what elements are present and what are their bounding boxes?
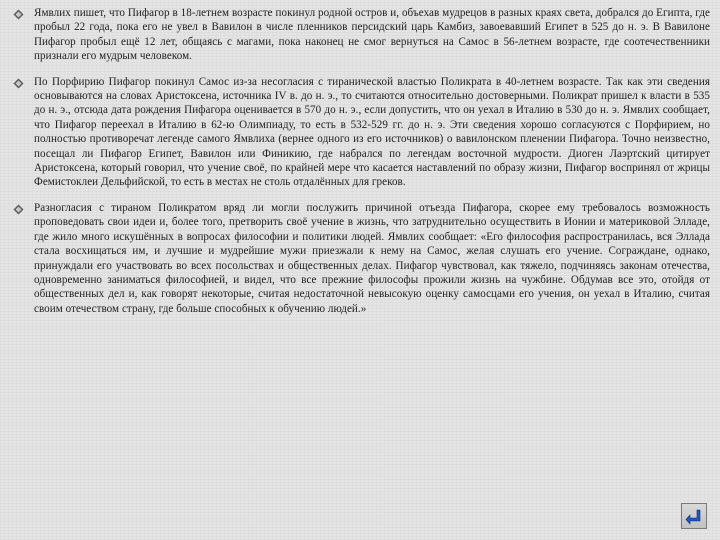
diamond-bullet-icon — [13, 78, 24, 89]
back-nav-button[interactable] — [681, 503, 707, 529]
bullet-item — [8, 6, 710, 64]
slide-content — [8, 6, 710, 327]
back-arrow-icon — [685, 507, 703, 525]
diamond-bullet-icon — [13, 9, 24, 20]
bullet-text: По Порфирию Пифагор покинул Самос из-за несогласия с тиранической властью Поликрата в 40-летнем возрасте. Так как эти сведения основываются на словах Аристоксена, источника IV в. до н. э., то считаются относительно достоверными. Поликрат пришел к власти в 535 до н. э., отсюда дата рождения Пифагора оценивается в 570 до н. э., если допустить, что он уехал в Италию в 530 до н. э. Ямвлих сообщает, что Пифагор переехал в Италию в 62-ю Олимпиаду, то есть в 532-529 гг. до н. э. Эти сведения хорошо согласуются с Порфирием, но полностью противоречат легенде самого Ямвлиха (вернее одного из его источников) о вавилонском пленении Пифагора. Точно неизвестно, посещал ли Пифагор Египет, Вавилон или Финикию, где набрался по легендам восточной мудрости. Диоген Лаэртский цитирует Аристоксена, который говорил, что учение своё, по крайней мере что касается наставлений по образу жизни, Пифагор воспринял от жрицы Фемистоклеи Дельфийской, то есть в местах не столь отдалённых для греков. — [34, 75, 710, 189]
bullet-item — [8, 75, 710, 190]
bullet-text: Ямвлих пишет, что Пифагор в 18-летнем возрасте покинул родной остров и, объехав мудрецов в разных краях света, добрался до Египта, где пробыл 22 года, пока его не увел в Вавилон в числе пленников персидский царь Камбиз, завоевавший Египет в 525 до н. э. В Вавилоне Пифагор пробыл ещё 12 лет, общаясь с магами, пока наконец не смог вернуться на Самос в 56-летнем возрасте, где соотечественники признали его мудрым человеком. — [34, 7, 710, 63]
bullet-item — [8, 201, 710, 316]
bullet-text: Разногласия с тираном Поликратом вряд ли могли послужить причиной отъезда Пифагора, скорее ему требовалось возможность проповедовать свои идеи и, более того, претворить своё учение в жизнь, что затруднительно осуществить в Ионии и материковой Элладе, где жило много искушённых в вопросах философии и политики людей. Ямвлих сообщает: «Его философия распространилась, вся Эллада стала восхищаться им, и лучшие и мудрейшие мужи приезжали к нему на Самос, желая слушать его учение. Сограждане, однако, принуждали его участвовать во всех посольствах и общественных делах. Пифагор чувствовал, как тяжело, подчиняясь законам отечества, одновременно заниматься философией, и видел, что все прежние философы прожили жизнь на чужбине. Обдумав все это, отойдя от общественных дел и, как говорят некоторые, считая недостаточной невысокую оценку самосцами его учения, он уехал в Италию, считая своим отечеством страну, где больше способных к обучению людей.» — [34, 201, 710, 315]
diamond-bullet-icon — [13, 204, 24, 215]
